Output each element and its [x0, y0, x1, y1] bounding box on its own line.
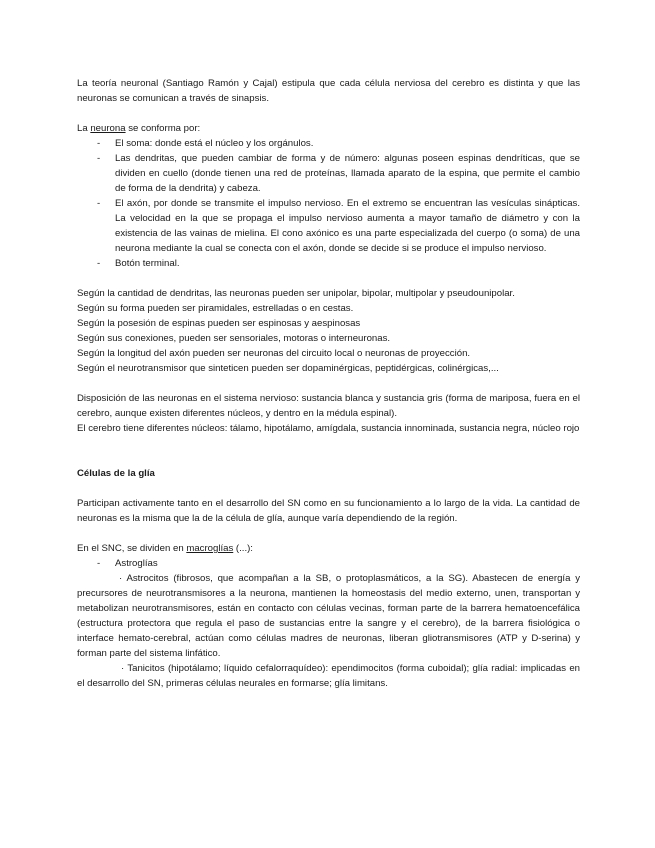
list-item-text: El soma: donde está el núcleo y los orgánulos.: [115, 138, 314, 149]
snc-division-post: (...):: [233, 543, 253, 554]
snc-division-line: [77, 541, 580, 556]
classification-line: Según la posesión de espinas pueden ser espinosas y aespinosas: [77, 318, 361, 329]
glia-heading: Células de la glía: [77, 468, 155, 479]
neuron-parts-list: [77, 136, 580, 271]
tanicitos-paragraph: · Tanicitos (hipotálamo; líquido cefalorraquídeo): ependimocitos (forma cuboidal); glía radial: implicadas en el desarrollo del SN, primeras células neurales en formarse; glía limitans.: [77, 663, 580, 689]
classification-line: Según sus conexiones, pueden ser sensoriales, motoras o interneuronas.: [77, 333, 391, 344]
list-dash: -: [97, 138, 101, 149]
intro-paragraph: La teoría neuronal (Santiago Ramón y Cajal) estipula que cada célula nerviosa del cerebro es distinta y que las neuronas se comunican a través de sinapsis.: [77, 78, 580, 104]
astroglias-item: [77, 556, 580, 571]
astroglias-label: Astroglías: [115, 558, 158, 569]
macroglias-link[interactable]: macroglías: [186, 543, 234, 554]
list-item-text: El axón, por donde se transmite el impulso nervioso. En el extremo se encuentran las vesículas sinápticas. La velocidad en la que se propaga el impulso nervioso aumenta a mayor tamaño de diámetro y con la existencia de las vainas de mielina. El cono axónico es una parte especializada del cuerpo (o soma) de una neurona mediante la cual se conecta con el axón, donde se decide si se produce el impulso nervioso.: [115, 198, 580, 254]
document-page: [77, 76, 580, 691]
classification-line: Según la longitud del axón pueden ser neuronas del circuito local o neuronas de proyección.: [77, 348, 471, 359]
list-dash: -: [97, 198, 101, 209]
list-item-text: Las dendritas, que pueden cambiar de forma y de número: algunas poseen espinas dendríticas, que se dividen en cuello (donde tienen una red de proteínas, llamada aparato de la espina, que permite el cambio de forma de la dendrita) y cabeza.: [115, 153, 580, 194]
list-item: [77, 151, 580, 196]
list-item: [77, 136, 580, 151]
neuron-intro-line: [77, 121, 580, 136]
list-item: [77, 256, 580, 271]
snc-division-pre: En el SNC, se dividen en: [77, 543, 187, 554]
disposition-paragraph: Disposición de las neuronas en el sistema nervioso: sustancia blanca y sustancia gris (forma de mariposa, fuera en el cerebro, aunque existen diferentes núcleos, y dentro en la médula espinal).: [77, 393, 580, 419]
list-dash: -: [97, 558, 101, 569]
neuron-intro-pre: La: [77, 123, 91, 134]
list-dash: -: [97, 258, 101, 269]
list-item-text: Botón terminal.: [115, 258, 180, 269]
classification-line: Según el neurotransmisor que sinteticen pueden ser dopaminérgicas, peptidérgicas, colinérgicas,...: [77, 363, 499, 374]
list-item: [77, 196, 580, 256]
glia-paragraph: Participan activamente tanto en el desarrollo del SN como en su funcionamiento a lo largo de la vida. La cantidad de neuronas es la misma que la de la célula de glía, aunque varía dependiendo de la región.: [77, 498, 580, 524]
neuron-intro-post: se conforma por:: [125, 123, 201, 134]
nuclei-paragraph: El cerebro tiene diferentes núcleos: tálamo, hipotálamo, amígdala, sustancia innominada, sustancia negra, núcleo rojo: [77, 423, 580, 434]
classification-line: Según la cantidad de dendritas, las neuronas pueden ser unipolar, bipolar, multipolar y pseudounipolar.: [77, 288, 515, 299]
classification-line: Según su forma pueden ser piramidales, estrelladas o en cestas.: [77, 303, 354, 314]
neurona-link[interactable]: neurona: [90, 123, 126, 134]
astrocitos-paragraph: · Astrocitos (fibrosos, que acompañan a la SB, o protoplasmáticos, a la SG). Abastecen de energía y precursores de neurotransmisores a la neurona, mantienen la homeostasis del medio externo, unen, transportan y metabolizan neurotransmisores, están en contacto con células vecinas, forman parte de la barrera hematoencefálica (estructura protectora que regula el paso de sustancias entre la sangre y el cerebro), de la barrera fisiológica o interface hemato-cerebral, actúan como células madres de neuronas, liberan gliotransmisores (ATP y D-serina) y forman parte del sistema linfático.: [77, 573, 580, 659]
list-dash: -: [97, 153, 101, 164]
